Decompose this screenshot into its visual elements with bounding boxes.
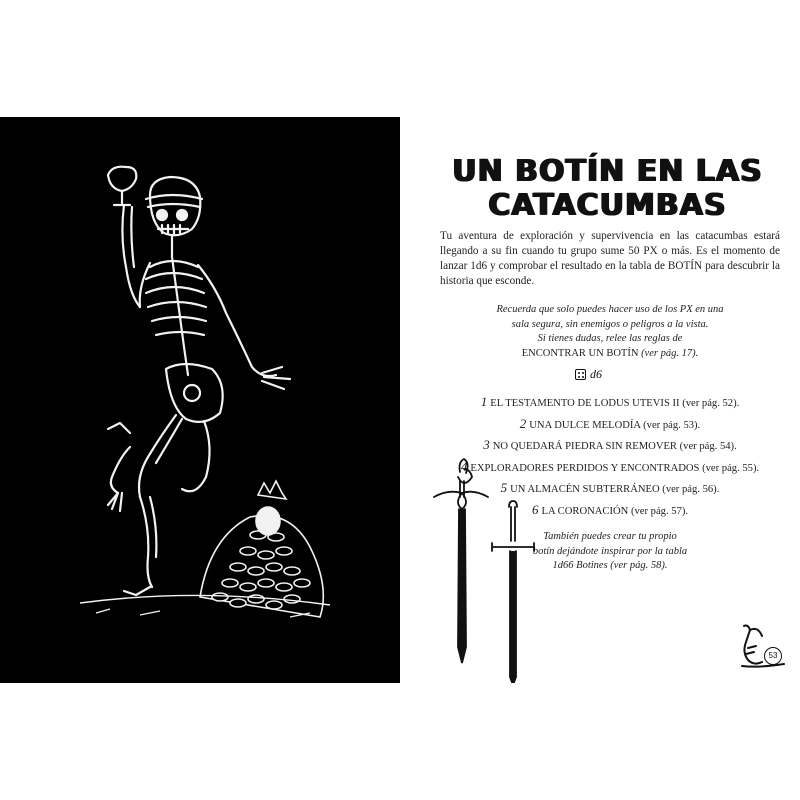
gnome-icon [738, 622, 790, 672]
roll-number: 5 [500, 480, 508, 495]
roll-text: EL TESTAMENTO DE LODUS UTEVIS II (ver pág. 52). [490, 398, 740, 409]
illustration-page [0, 117, 400, 683]
rule-name: ENCONTRAR UN BOTÍN [521, 347, 639, 359]
dice-label: d6 [590, 366, 602, 381]
cross-sword-icon [492, 501, 534, 683]
extra-line-3: 1d66 Botines (ver pág. 58). [552, 560, 668, 571]
roll-number: 1 [480, 394, 488, 409]
title-line-1: UN BOTÍN EN LAS [452, 154, 763, 189]
page-number: 53 [764, 647, 782, 665]
book-spread [0, 117, 800, 683]
roll-text: LA CORONACIÓN (ver pág. 57). [541, 505, 689, 517]
roll-text: UNA DULCE MELODÍA (ver pág. 53). [529, 419, 701, 431]
title-line-2: CATACUMBAS [488, 188, 727, 223]
note-line-2: sala segura, sin enemigos o peligros a la vista. [511, 318, 709, 330]
text-page [400, 117, 800, 683]
roll-number: 4 [460, 458, 468, 474]
roll-number: 3 [483, 437, 490, 452]
roll-text: EXPLORADORES PERDIDOS Y ENCONTRADOS (ver pág. 55). [470, 462, 760, 474]
roll-text: NO QUEDARÁ PIEDRA SIN REMOVER (ver pág. 54). [492, 441, 737, 452]
roll-text: UN ALMACÉN SUBTERRÁNEO (ver pág. 56). [510, 484, 720, 495]
skeleton-illustration [0, 117, 400, 683]
roll-number: 2 [519, 415, 527, 431]
rule-reference: (ver pág. 17). [641, 347, 699, 359]
roll-number: 6 [531, 501, 539, 517]
intro-paragraph: Tu aventura de exploración y supervivencia en las catacumbas estará llegando a su fin cuando tu grupo sume 50 PX o más. Es el momento de lanzar 1d6 y comprobar el resultado en la tabla de BOTÍN para descubrir la historia que esconde. [440, 230, 780, 287]
note-line-1: Recuerda que solo puedes hacer uso de los PX en una [496, 304, 724, 315]
note-line-3: Si tienes dudas, relee las reglas de [537, 333, 683, 344]
rapier-icon [434, 459, 488, 663]
extra-line-2: botín dejándote inspirar por la tabla [532, 545, 688, 557]
swords-illustration [400, 117, 800, 683]
extra-line-1: También puedes crear tu propio [543, 531, 677, 542]
